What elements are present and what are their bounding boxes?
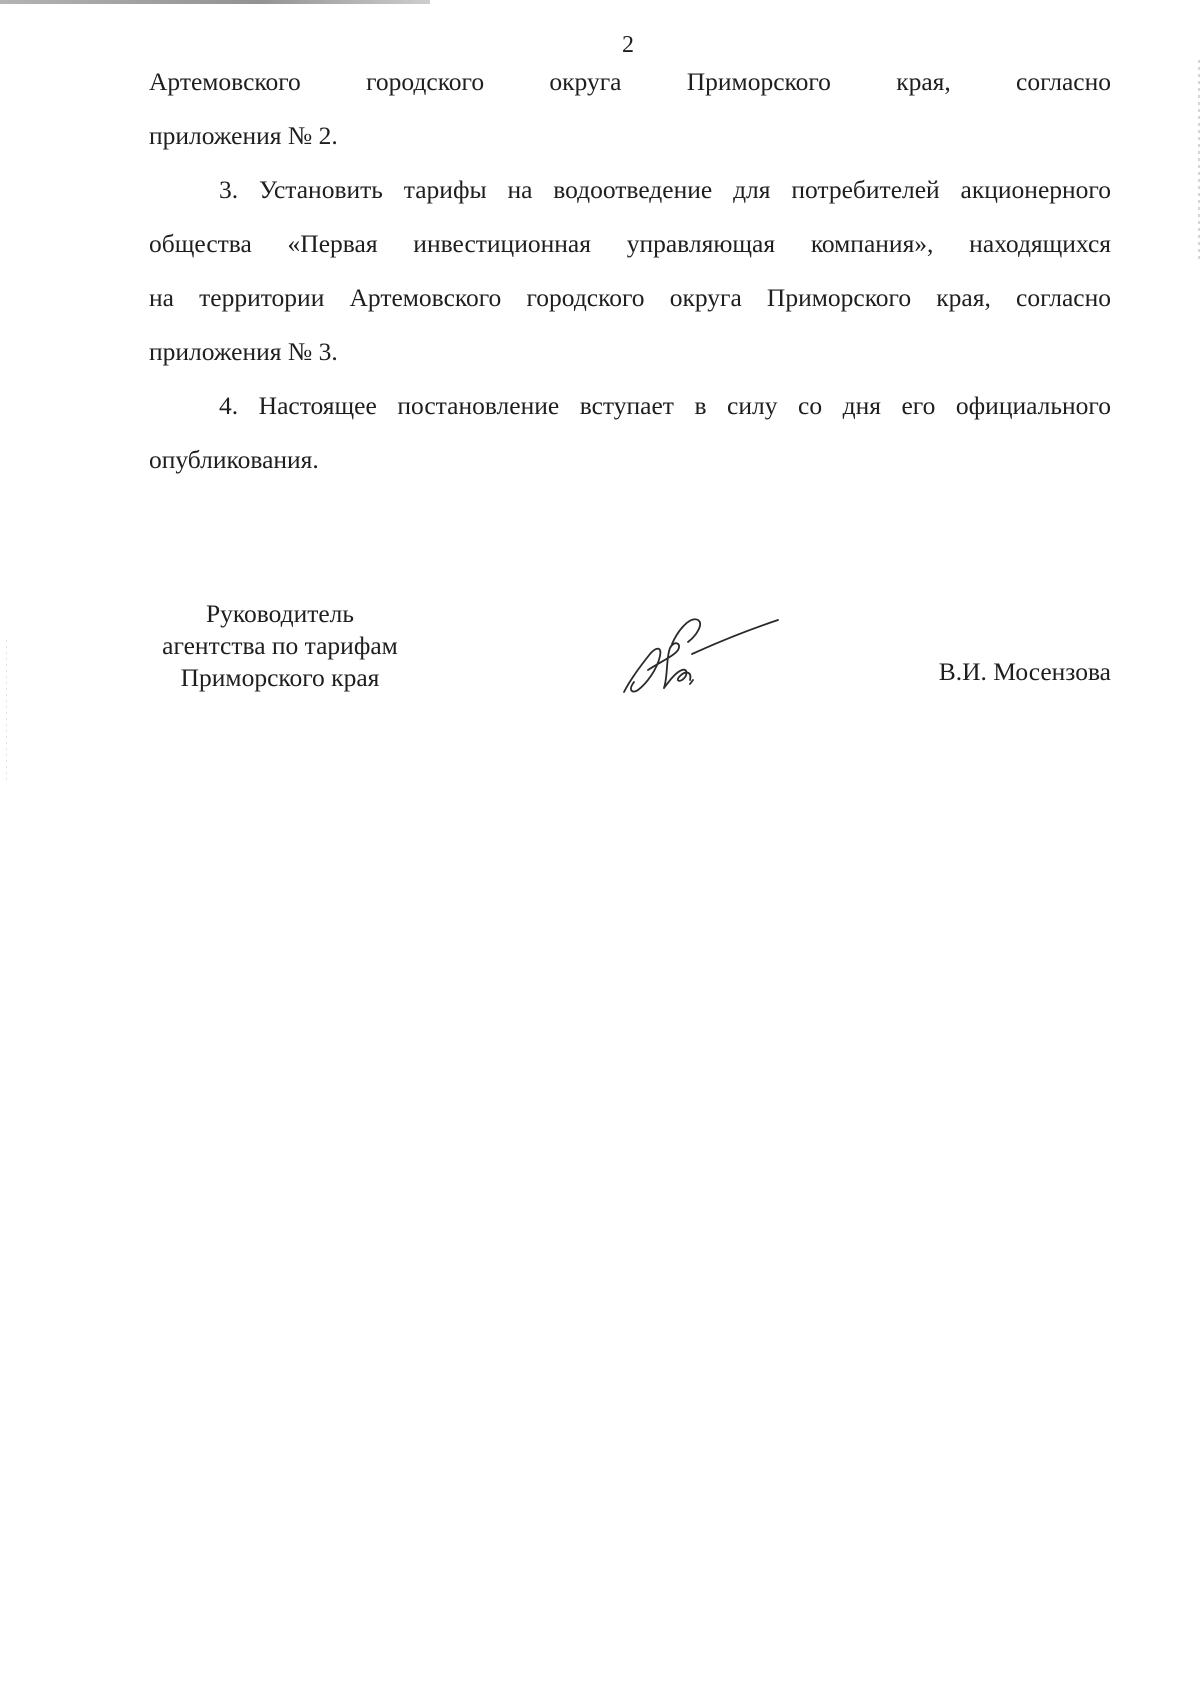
body-line-1	[149, 55, 1111, 109]
signatory-name: В.И. Мосензова	[938, 657, 1111, 686]
item-4-line-1: 4. Настоящее постановление вступает в силу со дня его официального	[219, 391, 1111, 420]
item-4-line-2: опубликования.	[149, 445, 319, 474]
signature-block	[0, 598, 1200, 708]
scan-top-edge	[0, 0, 430, 4]
body-line-1-word: согласно	[1016, 67, 1112, 96]
body-line-1-word: края,	[896, 67, 951, 96]
signatory-title-line: Приморского края	[180, 663, 380, 692]
signatory-title-line: агентства по тарифам	[162, 631, 398, 660]
body-line-1-word: округа Приморского	[549, 67, 831, 96]
item-3-line-2: общества «Первая инвестиционная управляющая компания», находящихся	[149, 229, 1111, 258]
body-line-1-word: городского	[366, 67, 485, 96]
page-number: 2	[622, 32, 634, 58]
body-line-2: приложения № 2.	[149, 121, 338, 150]
signatory-title-line: Руководитель	[205, 599, 355, 628]
document-body	[149, 55, 1111, 487]
signatory-title	[140, 598, 420, 694]
item-3-line-3: на территории Артемовского городского округа Приморского края, согласно	[149, 283, 1111, 312]
item-3-line-4: приложения № 3.	[149, 337, 338, 366]
body-line-1-word: Артемовского	[149, 67, 301, 96]
handwritten-signature	[618, 610, 788, 700]
item-3-line-1: 3. Установить тарифы на водоотведение для потребителей акционерного	[219, 175, 1111, 204]
